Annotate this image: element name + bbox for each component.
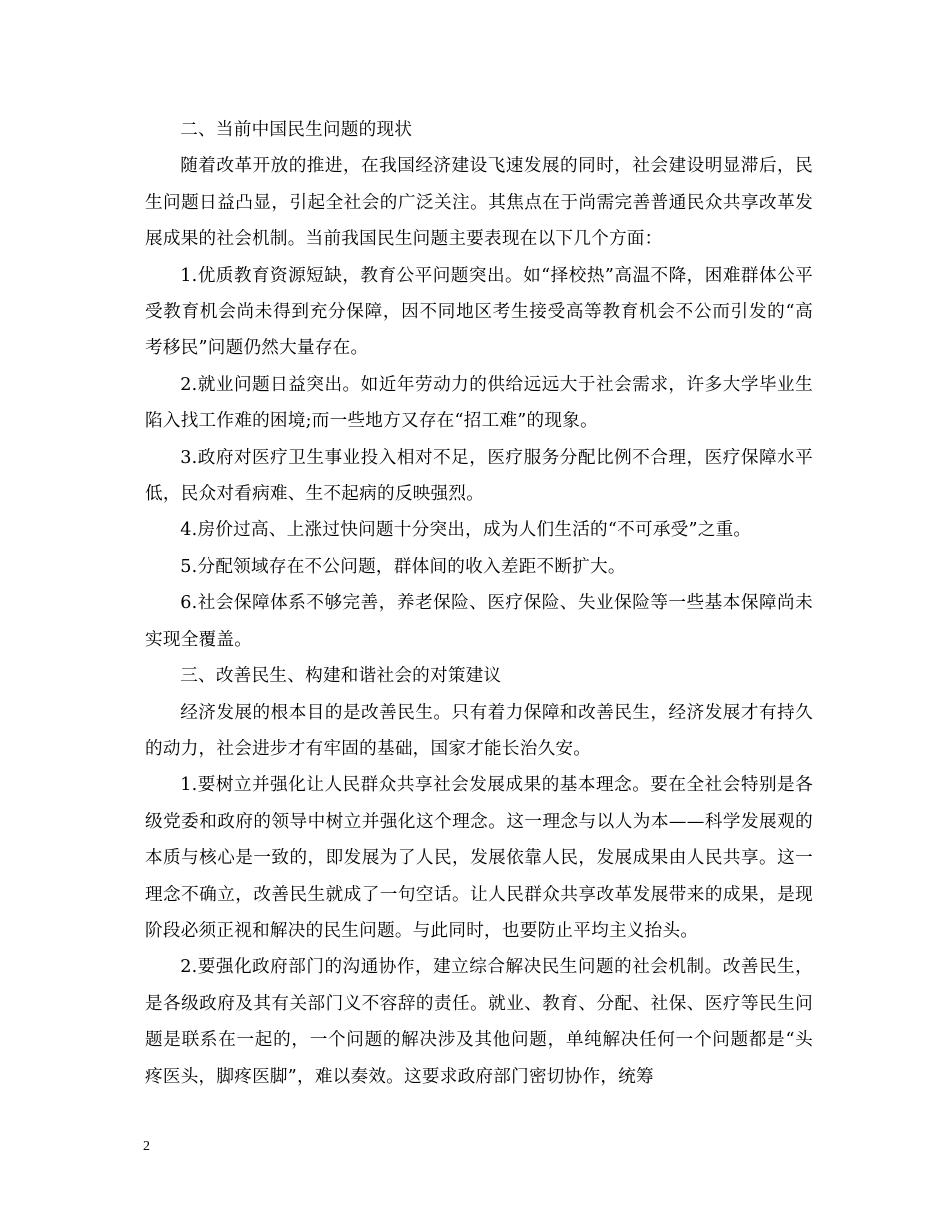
paragraph: 经济发展的根本目的是改善民生。只有着力保障和改善民生，经济发展才有持久的动力，社会进步才有牢固的基础，国家才能长治久安。: [145, 702, 813, 759]
list-item: 6.社会保障体系不够完善，养老保险、医疗保险、失业保险等一些基本保障尚未实现全覆盖。: [145, 593, 813, 650]
page-number: 2: [143, 1139, 150, 1154]
list-item: 5.分配领域存在不公问题，群体间的收入差距不断扩大。: [180, 556, 626, 577]
section-heading-2: 二、当前中国民生问题的现状: [180, 120, 413, 140]
list-item: 2.就业问题日益突出。如近年劳动力的供给远远大于社会需求，许多大学毕业生陷入找工作难的困境;而一些地方又存在“招工难”的现象。: [145, 374, 813, 432]
list-item: 1.要树立并强化让人民群众共享社会发展成果的基本理念。要在全社会特别是各级党委和政府的领导中树立并强化这个理念。这一理念与以人为本——科学发展观的本质与核心是一致的，即发展为了人民，发展依靠人民，发展成果由人民共享。这一理念不确立，改善民生就成了一句空话。让人民群众共享改革发展带来的成果，是现阶段必须正视和解决的民生问题。与此同时，也要防止平均主义抬头。: [145, 775, 813, 941]
document-body: [145, 112, 813, 1095]
list-item: 3.政府对医疗卫生事业投入相对不足，医疗服务分配比例不合理，医疗保障水平低，民众对看病难、生不起病的反映强烈。: [145, 447, 813, 505]
list-item: 4.房价过高、上涨过快问题十分突出，成为人们生活的“不可承受”之重。: [180, 520, 752, 541]
section-heading-3: 三、改善民生、构建和谐社会的对策建议: [180, 666, 502, 687]
paragraph: 随着改革开放的推进，在我国经济建设飞速发展的同时，社会建设明显滞后，民生问题日益凸显，引起全社会的广泛关注。其焦点在于尚需完善普通民众共享改革发展成果的社会机制。当前我国民生问题主要表现在以下几个方面：: [145, 156, 813, 250]
list-item: 2.要强化政府部门的沟通协作，建立综合解决民生问题的社会机制。改善民生，是各级政府及其有关部门义不容辞的责任。就业、教育、分配、社保、医疗等民生问题是联系在一起的，一个问题的解决涉及其他问题，单纯解决任何一个问题都是“头疼医头，脚疼医脚”，难以奏效。这要求政府部门密切协作，统筹: [145, 957, 813, 1087]
list-item: 1.优质教育资源短缺，教育公平问题突出。如“择校热”高温不降，困难群体公平受教育机会尚未得到充分保障，因不同地区考生接受高等教育机会不公而引发的“高考移民”问题仍然大量存在。: [145, 265, 813, 359]
